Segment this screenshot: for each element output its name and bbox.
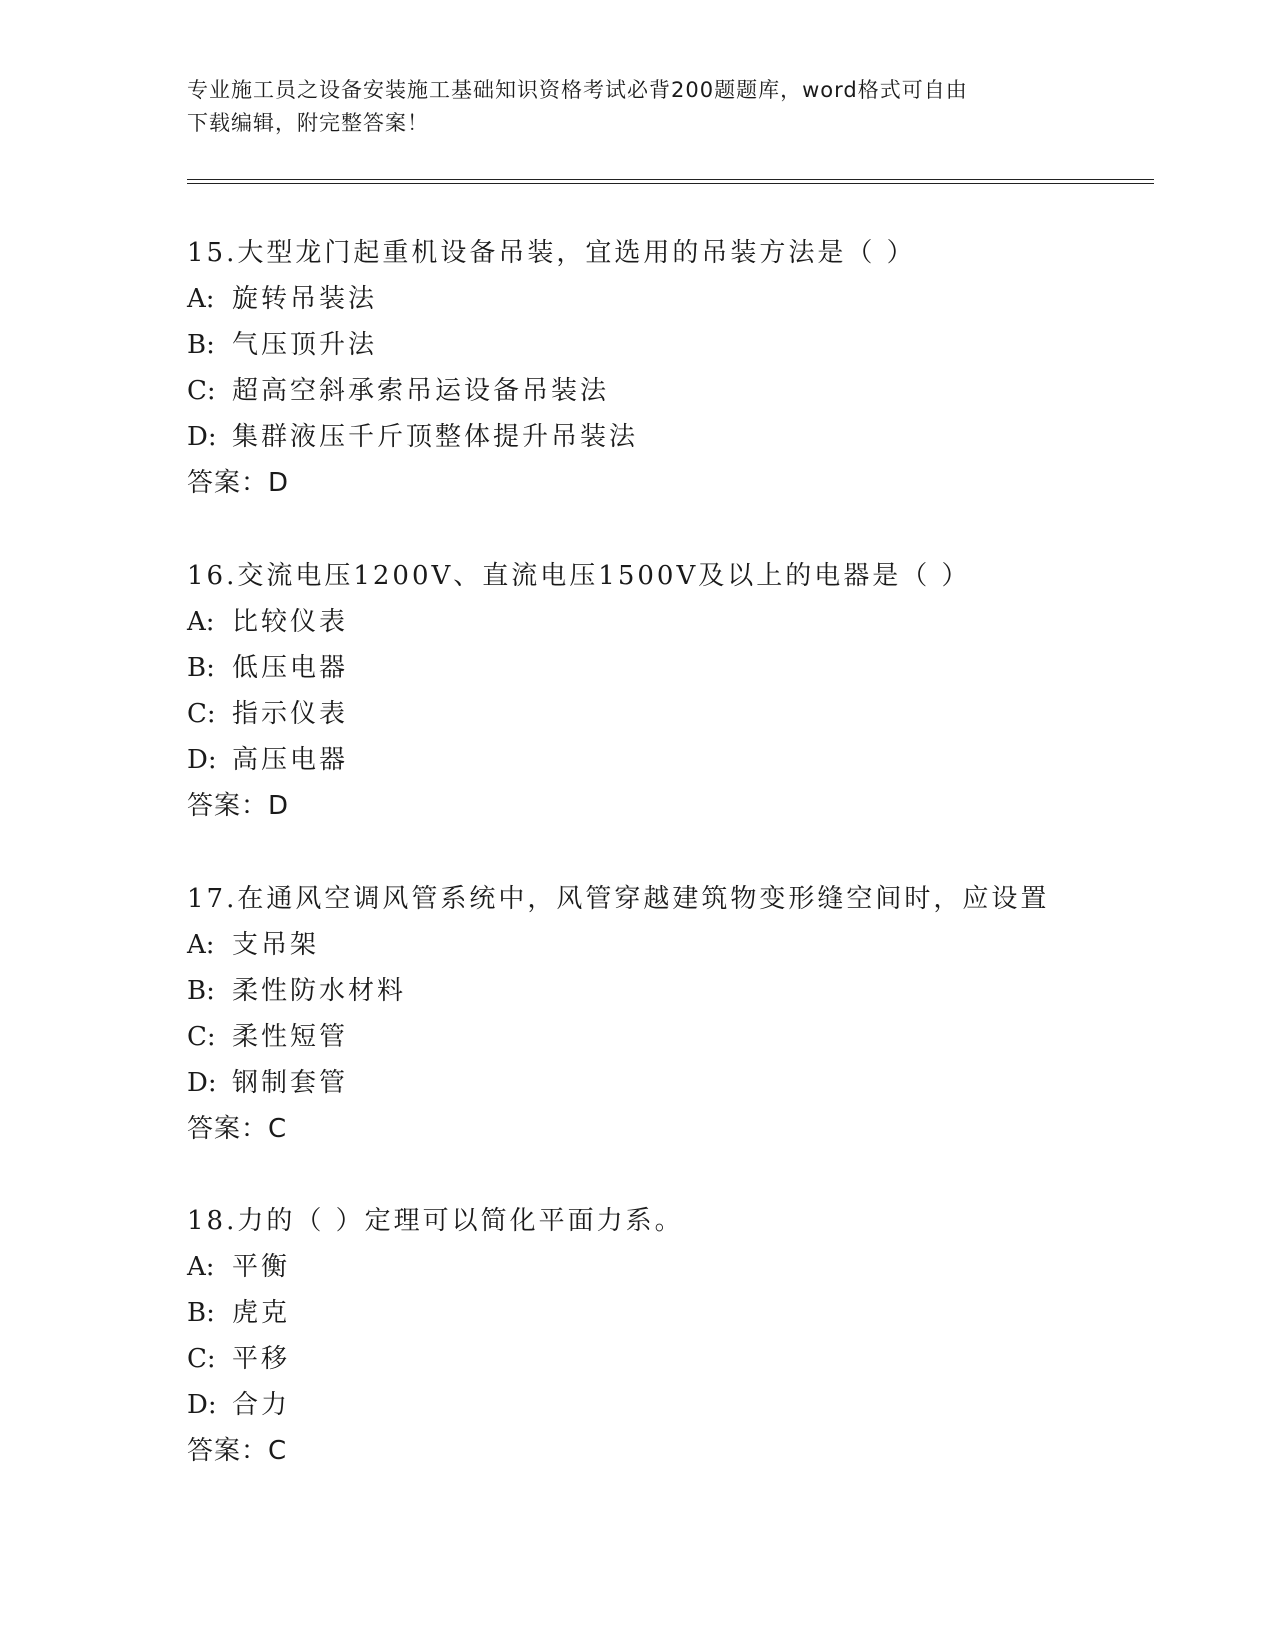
header-line-1: 专业施工员之设备安装施工基础知识资格考试必背200题题库，word格式可自由 <box>187 78 968 102</box>
option-text: 柔性防水材料 <box>232 976 407 1006</box>
option-key: C: <box>187 1022 216 1052</box>
option-d <box>187 737 1147 783</box>
question-16 <box>187 553 1147 829</box>
option-c <box>187 1014 1147 1060</box>
option-key: B: <box>187 976 215 1006</box>
option-key: A: <box>187 607 215 637</box>
option-c <box>187 368 1147 414</box>
option-b <box>187 1290 1147 1336</box>
option-key: A: <box>187 284 215 314</box>
option-text: 低压电器 <box>232 653 349 683</box>
option-text: 集群液压千斤顶整体提升吊装法 <box>232 422 639 452</box>
answer-line: 答案：C <box>187 1114 288 1144</box>
answer-line: 答案：D <box>187 468 290 498</box>
question-17 <box>187 876 1147 1152</box>
answer-line: 答案：D <box>187 791 290 821</box>
option-key: D: <box>187 745 217 775</box>
option-d <box>187 414 1147 460</box>
header-divider <box>187 179 1154 184</box>
question-18 <box>187 1198 1147 1474</box>
option-d <box>187 1382 1147 1428</box>
header-line-2: 下载编辑，附完整答案！ <box>187 111 429 135</box>
option-a <box>187 276 1147 322</box>
option-b <box>187 645 1147 691</box>
option-key: D: <box>187 422 217 452</box>
option-text: 虎克 <box>232 1298 291 1328</box>
option-b <box>187 322 1147 368</box>
option-text: 合力 <box>232 1390 291 1420</box>
option-b <box>187 968 1147 1014</box>
option-key: C: <box>187 699 216 729</box>
option-text: 支吊架 <box>232 930 320 960</box>
option-text: 高压电器 <box>232 745 349 775</box>
question-15 <box>187 230 1147 506</box>
option-a <box>187 922 1147 968</box>
question-stem: 18.力的（ ）定理可以简化平面力系。 <box>187 1206 684 1236</box>
option-text: 气压顶升法 <box>232 330 378 360</box>
option-key: C: <box>187 1344 216 1374</box>
question-stem: 15.大型龙门起重机设备吊装，宜选用的吊装方法是（ ） <box>187 238 916 268</box>
option-text: 旋转吊装法 <box>232 284 378 314</box>
option-text: 柔性短管 <box>232 1022 349 1052</box>
option-a <box>187 1244 1147 1290</box>
question-stem: 16.交流电压1200V、直流电压1500V及以上的电器是（ ） <box>187 561 971 591</box>
option-text: 钢制套管 <box>232 1068 349 1098</box>
option-text: 平移 <box>232 1344 291 1374</box>
option-key: C: <box>187 376 216 406</box>
option-a <box>187 599 1147 645</box>
option-c <box>187 691 1147 737</box>
option-c <box>187 1336 1147 1382</box>
answer-line: 答案：C <box>187 1436 288 1466</box>
option-key: B: <box>187 1298 215 1328</box>
option-key: D: <box>187 1390 217 1420</box>
option-text: 比较仪表 <box>232 607 349 637</box>
option-text: 超高空斜承索吊运设备吊装法 <box>232 376 610 406</box>
option-key: B: <box>187 653 215 683</box>
option-text: 平衡 <box>232 1252 291 1282</box>
option-text: 指示仪表 <box>232 699 349 729</box>
option-key: B: <box>187 330 215 360</box>
option-d <box>187 1060 1147 1106</box>
option-key: D: <box>187 1068 217 1098</box>
option-key: A: <box>187 930 215 960</box>
question-stem: 17.在通风空调风管系统中，风管穿越建筑物变形缝空间时，应设置 <box>187 884 1050 914</box>
option-key: A: <box>187 1252 215 1282</box>
document-header <box>187 74 1067 140</box>
